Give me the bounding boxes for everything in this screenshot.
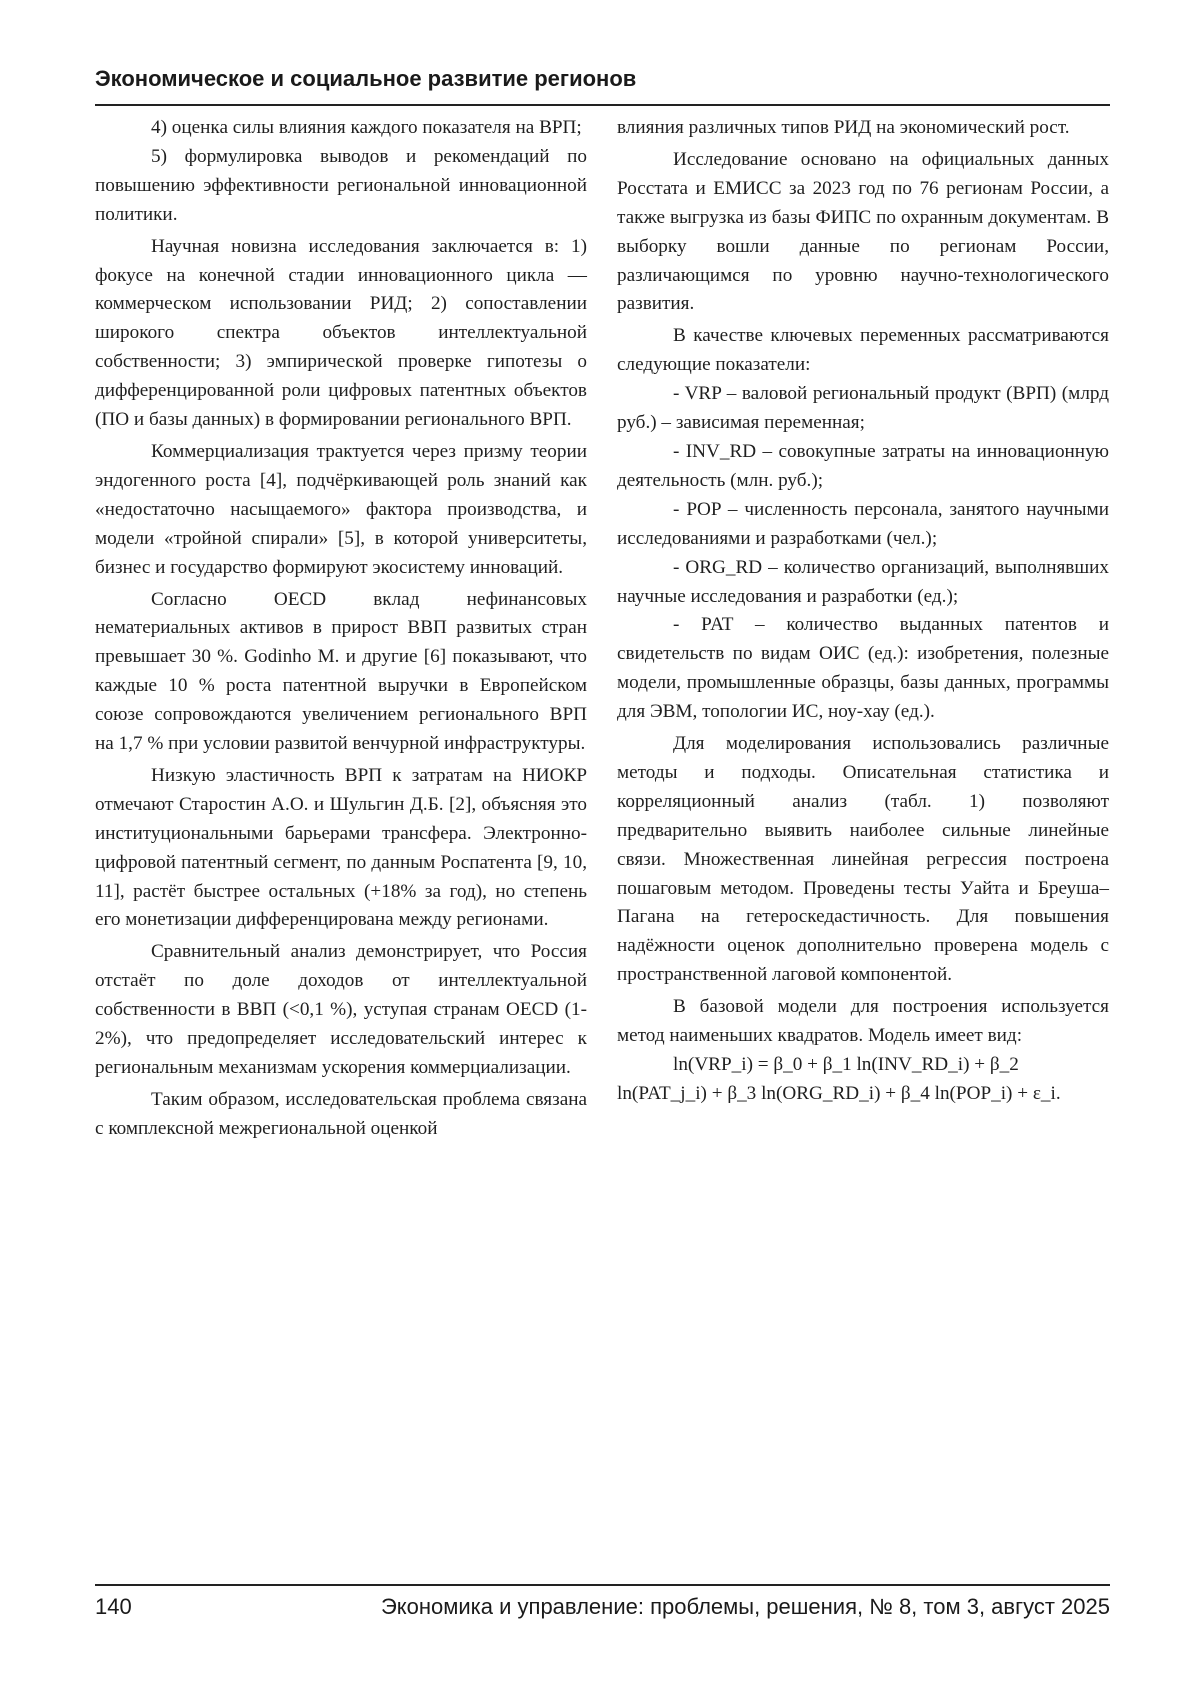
paragraph-elasticity: Низкую эластичность ВРП к затратам на НИОКР отмечают Старостин А.О. и Шульгин Д.Б. [2], объясняя это институциональными барьерами трансфера. Электронно-цифровой патентный сегмент, по данным Роспатента [9, 10, 11], растёт быстрее остальных (+18% за год), но степень его монетизации дифференцирована между регионами. [95,764,587,931]
paragraph-list-item-4: 4) оценка силы влияния каждого показателя на ВРП; [151,117,582,138]
variable-vrp: - VRP – валовой региональный продукт (ВРП) (млрд руб.) – зависимая переменная; [617,383,1109,434]
footer-divider [95,1584,1110,1586]
paragraph-commercialization: Коммерциализация трактуется через призму теории эндогенного роста [4], подчёркивающей роль знаний как «недостаточно насыщаемого» фактора производства, и модели «тройной спирали» [5], в которой университеты, бизнес и государство формируют экосистему инноваций. [95,440,587,578]
paragraph-comparative: Сравнительный анализ демонстрирует, что Россия отстаёт по доле доходов от интеллектуальной собственности в ВВП (<0,1 %), уступая странам OECD (1-2%), что предопределяет исследовательский интерес к региональным механизмам ускорения коммерциализации. [95,941,587,1078]
variable-org-rd: - ORG_RD – количество организаций, выполнявших научные исследования и разработки (ед.); [617,556,1109,607]
paragraph-methods: Для моделирования использовались различные методы и подходы. Описательная статистика и корреляционный анализ (табл. 1) позволяют предварительно выявить наиболее сильные линейные связи. Множественная линейная регрессия построена пошаговым методом. Проведены тесты Уайта и Бреуша–Пагана на гетероскедастичность. Для повышения надёжности оценок дополнительно проверена модель с пространственной лаговой компонентой. [617,733,1109,986]
variable-pat: - PAT – количество выданных патентов и свидетельств по видам ОИС (ед.): изобретения, полезные модели, промышленные образцы, базы данных, программы для ЭВМ, топологии ИС, ноу-хау (ед.). [617,614,1109,723]
paragraph-list-item-5: 5) формулировка выводов и рекомендаций по повышению эффективности региональной инновационной политики. [95,145,587,225]
journal-citation: Экономика и управление: проблемы, решения, № 8, том 3, август 2025 [380,1594,1110,1619]
variable-inv-rd: - INV_RD – совокупные затраты на инновационную деятельность (млн. руб.); [617,440,1109,491]
paragraph-model-intro: В базовой модели для построения используется метод наименьших квадратов. Модель имеет вид: [617,996,1109,1047]
left-column [95,114,587,1144]
paragraph-oecd: Согласно OECD вклад нефинансовых нематериальных активов в прирост ВВП развитых стран превышает 30 %. Godinho M. и другие [6] показывают, что каждые 10 % роста патентной выручки в Европейском союзе сопровождаются увеличением регионального ВРП на 1,7 % при условии развитой венчурной инфраструктуры. [95,588,587,755]
paragraph-variables-intro: В качестве ключевых переменных рассматриваются следующие показатели: [617,325,1109,376]
variable-pop: - POP – численность персонала, занятого научными исследованиями и разработками (чел.); [617,498,1109,549]
running-header-title: Экономическое и социальное развитие регионов [95,66,637,91]
page-number: 140 [95,1594,132,1619]
paragraph-novelty: Научная новизна исследования заключается в: 1) фокусе на конечной стадии инновационного цикла — коммерческом использовании РИД; 2) сопоставлении широкого спектра объектов интеллектуальной собственности; 3) эмпирической проверке гипотезы о дифференцированной роли цифровых патентных объектов (ПО и базы данных) в формировании регионального ВРП. [95,235,587,431]
paragraph-data-source: Исследование основано на официальных данных Росстата и ЕМИСС за 2023 год по 76 регионам России, а также выгрузка из базы ФИПС по охранным документам. В выборку вошли данные по регионам России, различающимся по уровню научно-технологического развития. [617,148,1109,315]
paragraph-continuation: влияния различных типов РИД на экономический рост. [617,117,1070,138]
right-column [617,114,1109,1109]
header-divider [95,104,1110,106]
paragraph-problem: Таким образом, исследовательская проблема связана с комплексной межрегиональной оценкой [95,1088,587,1139]
regression-formula: ln(VRP_i) = β_0 + β_1 ln(INV_RD_i) + β_2 ln(PAT_j_i) + β_3 ln(ORG_RD_i) + β_4 ln(POP_i) + ε_i. [617,1054,1061,1104]
